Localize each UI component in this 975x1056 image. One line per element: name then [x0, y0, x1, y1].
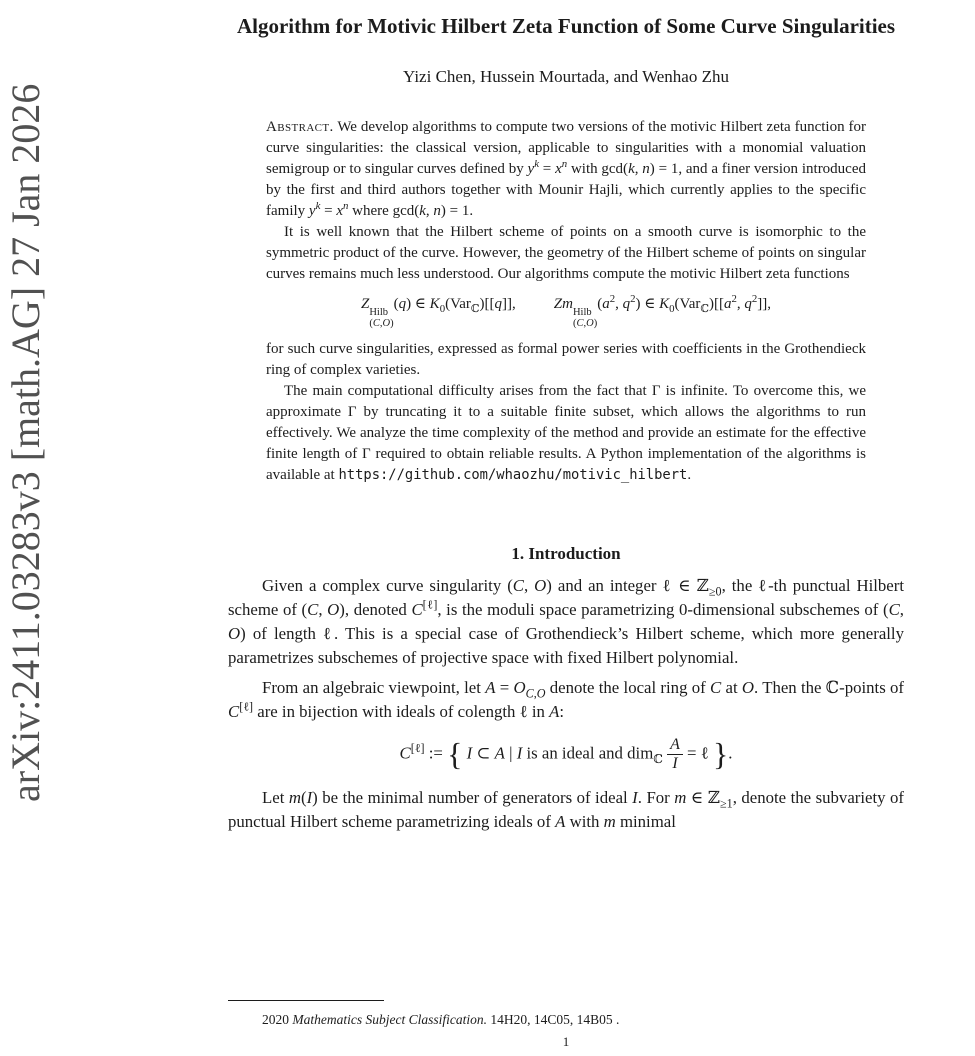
footnote-rule	[228, 1000, 384, 1001]
abstract-formula-right: Zm Hilb (C,O) ($a^2$, $q^2$) ∈ $K_0(Var_ℂ)[[a^2$, $q^2$]],	[553, 292, 772, 330]
footnote-block	[228, 1000, 904, 1028]
abstract-paragraph-3-period: .	[687, 466, 692, 483]
abstract-formula-left: Z Hilb (C,O) (q) ∈ $K_0(Var_ℂ)[[q]]$,	[360, 295, 516, 330]
introduction-body	[228, 574, 904, 834]
abstract-paragraph-2-continued: for such curve singularities, expressed as formal power series with coefficients in the Grothendieck ring of complex varieties.	[266, 340, 866, 378]
abstract-paragraph-1	[266, 117, 866, 222]
paper-authors: Yizi Chen, Hussein Mourtada, and Wenhao Zhu	[403, 66, 729, 86]
paper-title: Algorithm for Motivic Hilbert Zeta Function of Some Curve Singularities	[236, 14, 896, 38]
page-number: 1	[562, 1034, 570, 1049]
paper-content	[228, 0, 904, 834]
colength-ideal-equation: C[ℓ] := { I ⊂ A | I is an ideal and dim$_ℂ$ $\frac{A}{I}$ = ℓ }.	[399, 735, 733, 773]
abstract-paragraph-1-text: We develop algorithms to compute two versions of the motivic Hilbert zeta function for curve singularities: the classical version, applicable to singularities with a monomial valuation semigroup or to singular curves defined by $y^k = x^n$ with gcd(k, n) = 1, and a finer version introduced by the first and third authors together with Mounir Hajli, which currently applies to the specific family $y^k = x^n$ where gcd(k, n) = 1.	[266, 118, 866, 219]
repo-link[interactable]: https://github.com/whaozhu/motivic_hilbert	[338, 466, 688, 483]
footnote-text: 2020 Mathematics Subject Classification. 14H20, 14C05, 14B05 .	[262, 1012, 620, 1027]
abstract-paragraph-3	[266, 381, 866, 486]
abstract-block	[266, 117, 866, 486]
intro-paragraph-1: Given a complex curve singularity (C, O) and an integer ℓ ∈ ℤ$_{\ge 0}$, the ℓ-th punctual Hilbert scheme of (C, O), denoted C[ℓ], is the moduli space parametrizing 0-dimensional subschemes of (C, O) of length ℓ. This is a special case of Grothendieck’s Hilbert scheme, which more generally parametrizes subschemes of projective space with fixed Hilbert polynomial.	[228, 575, 904, 667]
arxiv-sidebar-label: arXiv:2411.03283v3 [math.AG] 27 Jan 2026	[3, 83, 48, 802]
abstract-label: Abstract.	[266, 118, 334, 135]
abstract-formula	[266, 294, 866, 330]
intro-paragraph-2: From an algebraic viewpoint, let $A = O_{C,O}$ denote the local ring of C at O. Then the ℂ-points of C[ℓ] are in bijection with ideals of colength ℓ in A:	[228, 677, 904, 721]
abstract-paragraph-2: It is well known that the Hilbert scheme of points on a smooth curve is isomorphic to the symmetric product of the curve. However, the geometry of the Hilbert scheme of points on singular curves remains much less understood. Our algorithms compute the motivic Hilbert zeta functions	[266, 223, 866, 282]
abstract-paragraph-3-text: The main computational difficulty arises from the fact that Γ is infinite. To overcome this, we approximate Γ by truncating it to a suitable finite subset, which allows the algorithms to run effectively. We analyze the time complexity of the method and provide an estimate for the effective finite length of Γ required to obtain reliable results. A Python implementation of the algorithms is available at	[266, 382, 866, 483]
intro-paragraph-3: Let m(I) be the minimal number of generators of ideal I. For m ∈ ℤ$_{\ge 1}$, denote the subvariety of punctual Hilbert scheme parametrizing ideals of A with m minimal	[228, 787, 904, 831]
section-heading-introduction: 1. Introduction	[511, 543, 621, 563]
